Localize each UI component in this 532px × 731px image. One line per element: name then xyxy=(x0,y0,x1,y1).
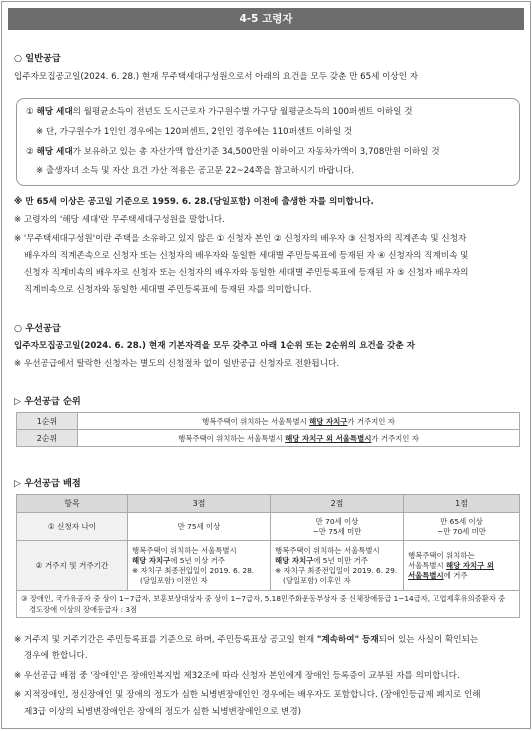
column-header: 항목 xyxy=(17,495,128,513)
column-header: 2점 xyxy=(271,495,404,513)
priority-supply-note: ※ 우선공급에서 탈락한 신청자는 별도의 신청절차 없이 일반공급 신청자로 전환됩니다. xyxy=(14,359,340,369)
requirement-assets-note: ※ 출생자녀 소득 및 자산 요건 가산 적용은 공고문 22~24쪽을 참고하시기 바랍니다. xyxy=(36,166,355,176)
table-row xyxy=(17,430,520,447)
note-age: ※ 만 65세 이상은 공고일 기준으로 1959. 6. 28.(당일포함) 이전에 출생한 자를 의미합니다. xyxy=(14,197,374,207)
rank-label: 2순위 xyxy=(17,430,78,447)
priority-supply-heading: ○ 우선공급 xyxy=(14,323,61,334)
section-title: 4-5 고령자 xyxy=(8,8,524,30)
rank-criteria: 행복주택이 위치하는 서울특별시 해당 자치구 외 서울특별시가 거주지인 자 xyxy=(78,430,520,447)
column-header: 1점 xyxy=(404,495,520,513)
note-member-line3: 신청자 직계비속의 배우자로 신청자 또는 신청자의 배우자와 동일한 세대별 주민등록표에 등재된 자 ⑤ 신청자 배우자의 xyxy=(24,268,469,278)
table-row xyxy=(17,513,520,541)
score-cell: 만 75세 이상 xyxy=(128,513,271,541)
score-cell: 행복주택이 위치하는 서울특별시 해당 자치구에 5년 미만 거주 ※ 자치구 최종전입일이 2019. 6. 29. (당일포함) 이후인 자 xyxy=(271,541,404,591)
priority-score-table xyxy=(16,494,520,618)
priority-rank-table xyxy=(16,412,520,447)
priority-rank-heading: ▷ 우선공급 순위 xyxy=(14,396,81,407)
footnote-spouse-line1: ※ 지적장애인, 정신장애인 및 장애의 정도가 심한 뇌병변장애인인 경우에는 배우자도 포함합니다. (장애인등급제 폐지로 인해 xyxy=(14,690,481,700)
score-cell: 행복주택이 위치하는 서울특별시 해당 자치구에 5년 이상 거주 ※ 자치구 최종전입일이 2019. 6. 28. (당일포함) 이전인 자 xyxy=(128,541,271,591)
note-member-line2: 배우자의 직계존속으로 신청자 또는 신청자의 배우자와 동일한 세대별 주민등록표에 등재된 자 ④ 신청자의 직계비속 및 xyxy=(24,251,469,261)
rank-label: 1순위 xyxy=(17,413,78,430)
row-label: ② 거주지 및 거주기간 xyxy=(17,541,128,591)
disability-score-note: ③ 장애인, 국가유공자 중 상이 1~7급자, 보훈보상대상자 중 상이 1~7급자, 5.18민주화운동부상자 중 신체장애등급 1~14급자, 고엽제후유의증환자 중 경도장애 이상의 장애등급자 : 3점 xyxy=(17,591,520,618)
score-cell: 만 70세 이상 ~만 75세 미만 xyxy=(271,513,404,541)
rank-criteria: 행복주택이 위치하는 서울특별시 해당 자치구가 거주지인 자 xyxy=(78,413,520,430)
general-supply-intro: 입주자모집공고일(2024. 6. 28.) 현재 무주택세대구성원으로서 아래의 요건을 모두 갖춘 만 65세 이상인 자 xyxy=(14,72,419,82)
general-supply-heading: ○ 일반공급 xyxy=(14,53,61,64)
priority-supply-intro: 입주자모집공고일(2024. 6. 28.) 현재 기본자격을 모두 갖추고 아래 1순위 또는 2순위의 요건을 갖춘 자 xyxy=(14,341,415,351)
table-header-row xyxy=(17,495,520,513)
note-household: ※ 고령자의 '해당 세대'란 무주택세대구성원을 말합니다. xyxy=(14,215,225,225)
footnote-spouse-line2: 제3급 이상의 뇌병변장애인은 장애의 정도가 심한 뇌병변장애인으로 변경) xyxy=(24,707,301,717)
score-cell: 만 65세 이상 ~만 70세 미만 xyxy=(404,513,520,541)
requirement-income: ① 해당 세대의 월평균소득이 전년도 도시근로자 가구원수별 가구당 월평균소득의 100퍼센트 이하일 것 xyxy=(26,107,413,117)
requirement-assets: ② 해당 세대가 보유하고 있는 총 자산가액 합산기준 34,500만원 이하이고 자동차가액이 3,708만원 이하일 것 xyxy=(26,147,440,157)
table-row xyxy=(17,591,520,618)
footnote-disabled: ※ 우선공급 배점 중 '장애인'은 장애인복지법 제32조에 따라 신청자 본인에게 장애인 등록증이 교부된 자를 의미합니다. xyxy=(14,671,460,681)
note-member-line4: 직계비속으로 신청자와 동일한 세대별 주민등록표에 등재된 자를 의미합니다. xyxy=(24,285,312,295)
document-page xyxy=(1,1,531,729)
table-row xyxy=(17,413,520,430)
footnote-residence-cont: 경우에 한합니다. xyxy=(24,651,88,661)
footnote-residence: ※ 거주지 및 거주기간은 주민등록표를 기준으로 하며, 주민등록표상 공고일 현재 "계속하여" 등재되어 있는 사실이 확인되는 xyxy=(14,635,479,645)
note-member-line1: ※ '무주택세대구성원'이란 주택을 소유하고 있지 않은 ① 신청자 본인 ② 신청자의 배우자 ③ 신청자의 직계존속 및 신청자 xyxy=(14,234,467,244)
priority-score-heading: ▷ 우선공급 배점 xyxy=(14,478,81,489)
score-cell: 행복주택이 위치하는 서울특별시 해당 자치구 외 서울특별시에 거주 xyxy=(404,541,520,591)
requirement-income-note: ※ 단, 가구원수가 1인인 경우에는 120퍼센트, 2인인 경우에는 110퍼센트 이하일 것 xyxy=(36,127,353,137)
row-label: ① 신청자 나이 xyxy=(17,513,128,541)
column-header: 3점 xyxy=(128,495,271,513)
table-row xyxy=(17,541,520,591)
